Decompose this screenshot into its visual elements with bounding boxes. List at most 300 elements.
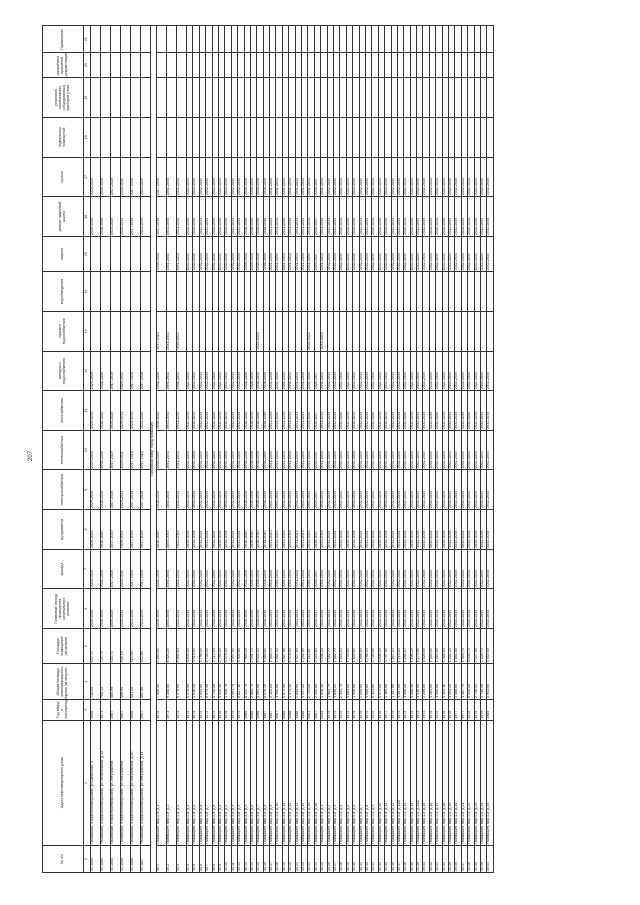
row-address: г.Волжский, п.Краснооктябрьский, ул.Челябинская, д.12 [101, 720, 111, 845]
row-period-cell: 2032-2034 [423, 391, 429, 431]
row-period-cell: 2032-2034 [378, 589, 384, 629]
row-period-cell: 2017-2019 [141, 549, 151, 589]
row-period-cell: 2032-2034 [397, 470, 403, 510]
row-period-cell [157, 78, 167, 118]
row-address: г.Камышин, мкр.4-й, д.25 [487, 720, 493, 845]
row-period-cell: 2032-2034 [340, 236, 346, 271]
row-period-cell: 2032-2034 [391, 589, 397, 629]
row-period-cell: 2032-2034 [442, 430, 448, 470]
row-period-cell: 2038-2040 [101, 589, 111, 629]
row-year: 1977 [455, 699, 461, 720]
table-row [131, 26, 141, 873]
row-period-cell: 2029-2031 [121, 157, 131, 197]
row-period-cell: 2041-2043 [276, 157, 282, 197]
row-period-cell: 2038-2040 [101, 391, 111, 431]
row-period-cell: 2032-2034 [442, 391, 448, 431]
row-number: 35.44 [442, 845, 448, 872]
row-total-area: 3 575,30 [206, 664, 212, 699]
row-total-area: 8 652,70 [244, 664, 250, 699]
row-period-cell: 2032-2034 [365, 236, 371, 271]
row-period-cell: 2032-2034 [487, 549, 493, 589]
row-year: 1975 [157, 699, 167, 720]
row-period-cell: 2032-2034 [449, 197, 455, 237]
row-address: г.Камышин, мкр.4-й, д.14А [417, 720, 423, 845]
row-premises-area: 8 034,10 [257, 628, 263, 663]
row-year: 1987 [276, 699, 282, 720]
row-period-cell: 2032-2034 [397, 236, 403, 271]
column-header: Площадь помещений (кв.метров) [43, 628, 84, 663]
row-year: 2001 [308, 699, 314, 720]
row-period-cell: 2041-2043 [302, 430, 308, 470]
row-period-cell [487, 272, 493, 312]
row-period-cell: 2038-2040 [263, 236, 269, 271]
row-period-cell: 2032-2034 [455, 391, 461, 431]
row-period-cell: 2032-2034 [468, 391, 474, 431]
row-period-cell [111, 118, 121, 158]
row-period-cell: 2032-2034 [238, 430, 244, 470]
row-year: 1987 [314, 699, 320, 720]
row-year: 1968 [91, 699, 101, 720]
row-total-area: 780,42 [101, 664, 111, 699]
row-period-cell: 2038-2040 [244, 470, 250, 510]
row-period-cell: 2032-2034 [480, 470, 486, 510]
row-period-cell: 2032-2034 [423, 430, 429, 470]
row-total-area: 1 836,20 [333, 664, 339, 699]
row-year: 1974 [423, 699, 429, 720]
row-number: 35.49 [474, 845, 480, 872]
row-period-cell: 2032-2034 [385, 391, 391, 431]
row-period-cell: 2032-2034 [404, 510, 410, 550]
row-premises-area: 3 833,20 [187, 628, 193, 663]
row-period-cell: 2029-2031 [121, 470, 131, 510]
row-period-cell: 2032-2034 [238, 391, 244, 431]
row-premises-area: 1 662,70 [333, 628, 339, 663]
row-period-cell: 2032-2034 [231, 430, 237, 470]
row-period-cell: 2041-2043 [289, 430, 295, 470]
row-total-area: 4 189,60 [385, 664, 391, 699]
column-number: 10 [84, 430, 91, 470]
row-number: 35.24 [314, 845, 320, 872]
row-period-cell: 2038-2040 [244, 157, 250, 197]
row-total-area: 480,99 [111, 664, 121, 699]
row-period-cell: 2032-2034 [340, 157, 346, 197]
row-period-cell: 2032-2034 [449, 157, 455, 197]
row-period-cell: 2041-2043 [295, 470, 301, 510]
row-period-cell: 2032-2034 [378, 430, 384, 470]
row-period-cell: 2032-2034 [193, 430, 199, 470]
row-address: г.Камышин, мкр.1-й, д.6 [199, 720, 205, 845]
table-body [91, 26, 494, 873]
row-premises-area: 2 458,70 [480, 628, 486, 663]
row-total-area: 2 733,20 [308, 664, 314, 699]
row-period-cell: 2041-2043 [308, 236, 314, 271]
row-period-cell: 2038-2040 [263, 549, 269, 589]
row-period-cell: 2032-2034 [206, 510, 212, 550]
row-period-cell: 2032-2034 [378, 236, 384, 271]
row-number: 35.32 [365, 845, 371, 872]
row-period-cell: 2032-2034 [436, 549, 442, 589]
row-period-cell: 2032-2034 [487, 589, 493, 629]
row-year: 1988 [302, 699, 308, 720]
row-period-cell: 2032-2034 [423, 589, 429, 629]
row-period-cell [157, 26, 167, 53]
row-period-cell: 2041-2043 [308, 197, 314, 237]
row-total-area: 1 863,00 [346, 664, 352, 699]
row-period-cell: 2023-2025 [141, 197, 151, 237]
row-period-cell: 2032-2034 [474, 197, 480, 237]
table-row [91, 26, 101, 873]
row-period-cell: 2023-2025 [111, 197, 121, 237]
table-row [157, 26, 167, 873]
row-period-cell: 2032-2034 [417, 510, 423, 550]
table-row [141, 26, 151, 873]
row-period-cell: 2032-2034 [410, 197, 416, 237]
row-period-cell [111, 311, 121, 351]
row-period-cell: 2032-2034 [199, 510, 205, 550]
row-period-cell: 2032-2034 [468, 236, 474, 271]
row-period-cell: 2032-2034 [417, 430, 423, 470]
row-number: 35.20 [289, 845, 295, 872]
row-period-cell [167, 272, 177, 312]
row-period-cell [141, 236, 151, 271]
row-period-cell: 2041-2043 [177, 510, 187, 550]
row-period-cell: 2017-2019 [157, 157, 167, 197]
row-period-cell: 2032-2034 [404, 157, 410, 197]
row-year: 1972 [212, 699, 218, 720]
row-period-cell: 2041-2043 [289, 510, 295, 550]
row-period-cell: 2029-2029 [91, 510, 101, 550]
row-period-cell: 2017-2019 [157, 311, 167, 351]
row-total-area: 2 099,90 [359, 664, 365, 699]
row-premises-area: 1 349,70 [461, 628, 467, 663]
row-period-cell: 2032-2034 [455, 430, 461, 470]
row-premises-area: 3 542,40 [487, 628, 493, 663]
row-period-cell: 2032-2034 [340, 510, 346, 550]
row-period-cell: 2038-2040 [263, 351, 269, 391]
row-period-cell: 2032-2034 [238, 510, 244, 550]
row-period-cell: 2035-2037 [314, 470, 320, 510]
row-period-cell: 2041-2043 [302, 589, 308, 629]
row-period-cell: 2032-2034 [353, 236, 359, 271]
row-number: 35.11 [231, 845, 237, 872]
row-period-cell: 2032-2034 [353, 510, 359, 550]
table-row [121, 26, 131, 873]
row-premises-area: 2 437,90 [474, 628, 480, 663]
row-period-cell: 2032-2034 [327, 157, 333, 197]
row-address: г.Камышин, мкр.4-й, д.23 [474, 720, 480, 845]
row-period-cell: 2017-2019 [131, 157, 141, 197]
row-period-cell: 2032-2034 [212, 430, 218, 470]
row-period-cell: 2032-2034 [340, 197, 346, 237]
row-period-cell: 2032-2034 [193, 351, 199, 391]
row-period-cell: 2032-2034 [231, 391, 237, 431]
row-period-cell [101, 236, 111, 271]
row-period-cell: 2032-2034 [225, 391, 231, 431]
row-number: 35.23 [308, 845, 314, 872]
row-period-cell: 2025-2025 [111, 391, 121, 431]
row-period-cell: 2032-2034 [365, 197, 371, 237]
row-period-cell: 2032-2034 [449, 589, 455, 629]
row-period-cell: 2029-2029 [91, 430, 101, 470]
row-period-cell: 2032-2034 [327, 391, 333, 431]
row-number: 35.21 [295, 845, 301, 872]
row-period-cell [141, 272, 151, 312]
row-period-cell: 2032-2034 [238, 351, 244, 391]
column-number: 2 [84, 720, 91, 845]
row-period-cell: 2032-2034 [423, 351, 429, 391]
row-period-cell: 2032-2034 [346, 430, 352, 470]
row-address: г.Камышин, мкр.4-й, д.14 [410, 720, 416, 845]
row-period-cell: 2041-2043 [177, 470, 187, 510]
row-period-cell: 2038-2040 [157, 549, 167, 589]
row-address: г.Камышин, мкр.4-й, д.2 [327, 720, 333, 845]
column-header: Примечание [43, 26, 84, 53]
row-address: г.Камышин, мкр.1-й, д.7 [206, 720, 212, 845]
row-year: 1979 [474, 699, 480, 720]
row-period-cell: 2032-2034 [238, 236, 244, 271]
row-period-cell: 2032-2034 [468, 510, 474, 550]
row-address: г.Камышин, мкр.4-й, д.22 [468, 720, 474, 845]
row-period-cell: 2032-2034 [327, 470, 333, 510]
row-period-cell: 2017-2019 [111, 351, 121, 391]
row-period-cell: 2032-2034 [474, 351, 480, 391]
row-period-cell: 2032-2034 [461, 236, 467, 271]
row-premises-area: 4 078,50 [289, 628, 295, 663]
row-premises-area: 2 755,20 [218, 628, 224, 663]
row-number: 34.1606 [131, 845, 141, 872]
row-period-cell [121, 272, 131, 312]
row-period-cell: 2032-2034 [436, 510, 442, 550]
row-number: 35.43 [436, 845, 442, 872]
row-total-area: 1 457,00 [391, 664, 397, 699]
row-period-cell: 2032-2034 [487, 470, 493, 510]
row-period-cell: 2017-2019 [157, 197, 167, 237]
row-period-cell: 2041-2043 [167, 589, 177, 629]
row-period-cell: 2041-2043 [308, 549, 314, 589]
row-period-cell: 2032-2034 [385, 157, 391, 197]
row-period-cell: 2032-2034 [404, 197, 410, 237]
row-period-cell: 2032-2034 [436, 430, 442, 470]
row-total-area: 1 408,30 [410, 664, 416, 699]
row-period-cell: 2032-2034 [372, 157, 378, 197]
row-period-cell: 2032-2034 [353, 430, 359, 470]
row-number: 35.17 [270, 845, 276, 872]
row-period-cell: 2041-2043 [321, 157, 327, 197]
row-period-cell: 2029-2029 [91, 157, 101, 197]
row-period-cell: 2032-2034 [487, 236, 493, 271]
row-period-cell: 2041-2043 [308, 589, 314, 629]
row-period-cell: 2032-2034 [346, 470, 352, 510]
row-period-cell: 2029-2029 [91, 589, 101, 629]
row-total-area: 488,00 [121, 664, 131, 699]
row-period-cell [91, 78, 101, 118]
row-period-cell: 2032-2034 [429, 236, 435, 271]
row-period-cell: 2032-2034 [359, 470, 365, 510]
row-period-cell: 2032-2034 [442, 157, 448, 197]
row-period-cell: 2032-2034 [385, 351, 391, 391]
row-year: 1974 [327, 699, 333, 720]
row-period-cell: 2032-2034 [372, 391, 378, 431]
row-premises-area: 6 563,00 [157, 628, 167, 663]
column-number: 1 [84, 845, 91, 872]
row-address: г.Камышин, мкр.4-й, д.12А [397, 720, 403, 845]
row-period-cell [121, 311, 131, 351]
row-period-cell: 2032-2034 [474, 470, 480, 510]
row-period-cell [101, 118, 111, 158]
row-period-cell: 2032-2034 [340, 549, 346, 589]
row-period-cell: 2032-2034 [404, 430, 410, 470]
row-premises-area: 1 899,50 [359, 628, 365, 663]
row-period-cell [487, 26, 493, 53]
row-period-cell: 2041-2043 [308, 510, 314, 550]
row-year: 1971 [101, 699, 111, 720]
column-number: 13 [84, 311, 91, 351]
column-number: 20 [84, 53, 91, 78]
row-total-area: 2 848,90 [295, 664, 301, 699]
row-period-cell: 2032-2034 [423, 549, 429, 589]
row-period-cell: 2029-2031 [121, 197, 131, 237]
row-period-cell: 2032-2034 [391, 430, 397, 470]
row-period-cell: 2041-2043 [177, 391, 187, 431]
row-year: 1978 [225, 699, 231, 720]
row-period-cell: 2017-2019 [131, 510, 141, 550]
column-header: фундамента [43, 510, 84, 550]
column-header: крыши [43, 157, 84, 197]
column-number: 18 [84, 118, 91, 158]
column-header: Общая площадь многоквартирного дома (кв.метров) [43, 664, 84, 699]
row-premises-area: 1 828,20 [340, 628, 346, 663]
row-premises-area: 1 351,20 [449, 628, 455, 663]
row-period-cell [131, 236, 141, 271]
row-period-cell: 2032-2034 [397, 430, 403, 470]
row-period-cell: 2032-2034 [417, 197, 423, 237]
row-period-cell [141, 311, 151, 351]
row-address: г.Камышин, мкр.4-й, д.20 [455, 720, 461, 845]
row-period-cell: 2032-2034 [397, 391, 403, 431]
row-period-cell: 2023-2025 [257, 311, 263, 351]
row-period-cell: 2041-2043 [302, 510, 308, 550]
row-period-cell: 2032-2034 [212, 157, 218, 197]
row-period-cell: 2032-2034 [391, 391, 397, 431]
row-period-cell: 2032-2034 [372, 197, 378, 237]
row-year: 1987 [263, 699, 269, 720]
row-period-cell: 2041-2043 [289, 549, 295, 589]
row-period-cell: 2032-2034 [391, 470, 397, 510]
row-period-cell: 2041-2043 [270, 589, 276, 629]
row-period-cell [177, 118, 187, 158]
row-period-cell: 2038-2040 [250, 549, 256, 589]
row-total-area: 2 144,70 [340, 664, 346, 699]
row-period-cell [177, 272, 187, 312]
row-period-cell [131, 53, 141, 78]
row-address: г.Камышин, мкр.4-й, д.1 [321, 720, 327, 845]
column-number: 3 [84, 699, 91, 720]
row-premises-area: 1 735,60 [346, 628, 352, 663]
row-period-cell: 2038-2040 [101, 510, 111, 550]
row-period-cell: 2032-2034 [487, 510, 493, 550]
row-period-cell [111, 53, 121, 78]
row-period-cell: 2041-2043 [270, 351, 276, 391]
row-year: 2014 [321, 699, 327, 720]
row-address: г.Камышин, мкр.3-й, д.2 [225, 720, 231, 845]
row-period-cell [177, 53, 187, 78]
row-premises-area: 3 376,20 [225, 628, 231, 663]
row-period-cell: 2032-2034 [365, 351, 371, 391]
row-period-cell [167, 78, 177, 118]
row-period-cell: 2032-2034 [436, 197, 442, 237]
row-period-cell: 2032-2034 [468, 157, 474, 197]
row-period-cell: 2041-2043 [282, 157, 288, 197]
row-number: 35.47 [461, 845, 467, 872]
row-period-cell: 2038-2040 [244, 197, 250, 237]
row-year: 1978 [218, 699, 224, 720]
row-period-cell: 2041-2043 [167, 311, 177, 351]
row-period-cell: 2017-2019 [111, 549, 121, 589]
row-period-cell [121, 236, 131, 271]
row-year: 1987 [270, 699, 276, 720]
row-period-cell: 2017-2019 [131, 197, 141, 237]
row-address: г.Камышин, мкр.3-й, д.7 [257, 720, 263, 845]
row-period-cell: 2032-2034 [480, 157, 486, 197]
row-period-cell: 2032-2034 [346, 197, 352, 237]
row-period-cell: 2041-2043 [177, 157, 187, 197]
row-number: 35.8 [212, 845, 218, 872]
row-period-cell: 2032-2034 [461, 197, 467, 237]
row-total-area: 481,50 [131, 664, 141, 699]
row-period-cell: 2032-2034 [199, 157, 205, 197]
row-period-cell: 2017-2019 [111, 430, 121, 470]
row-period-cell: 2032-2034 [436, 470, 442, 510]
row-address: г.Камышин, мкр.4-й, д.4 [340, 720, 346, 845]
row-period-cell: 2032-2034 [378, 510, 384, 550]
row-premises-area: 8 046,60 [263, 628, 269, 663]
row-period-cell: 2038-2040 [263, 157, 269, 197]
row-period-cell: 2029-2031 [121, 430, 131, 470]
row-total-area: 1 906,60 [365, 664, 371, 699]
row-period-cell: 2038-2040 [263, 430, 269, 470]
row-period-cell: 2032-2034 [353, 157, 359, 197]
row-year: 1973 [417, 699, 423, 720]
row-period-cell: 2032-2034 [429, 510, 435, 550]
row-premises-area: 414,00 [131, 628, 141, 663]
row-number: 35.1 [157, 845, 167, 872]
row-period-cell: 2029-2029 [91, 549, 101, 589]
row-period-cell: 2032-2034 [206, 470, 212, 510]
row-period-cell: 2032-2034 [461, 391, 467, 431]
row-period-cell: 2032-2034 [372, 510, 378, 550]
column-number: 5 [84, 628, 91, 663]
row-period-cell: 2032-2034 [378, 470, 384, 510]
row-period-cell: 2032-2034 [410, 589, 416, 629]
row-period-cell: 2032-2034 [385, 236, 391, 271]
row-period-cell: 2032-2034 [225, 351, 231, 391]
column-number: 14 [84, 272, 91, 312]
row-number: 35.46 [455, 845, 461, 872]
row-period-cell: 2032-2034 [346, 589, 352, 629]
row-period-cell [91, 118, 101, 158]
row-period-cell: 2041-2043 [167, 197, 177, 237]
row-period-cell: 2032-2034 [436, 351, 442, 391]
row-period-cell [111, 26, 121, 53]
row-address: г.Камышин, мкр.3-й, д.13 [295, 720, 301, 845]
row-period-cell: 2032-2034 [468, 351, 474, 391]
row-period-cell: 2038-2040 [157, 236, 167, 271]
row-year: 1975 [353, 699, 359, 720]
column-header: холодного водоснабжения [43, 351, 84, 391]
row-year: 1989 [487, 699, 493, 720]
row-period-cell: 2041-2043 [282, 589, 288, 629]
row-period-cell: 2041-2043 [177, 236, 187, 271]
